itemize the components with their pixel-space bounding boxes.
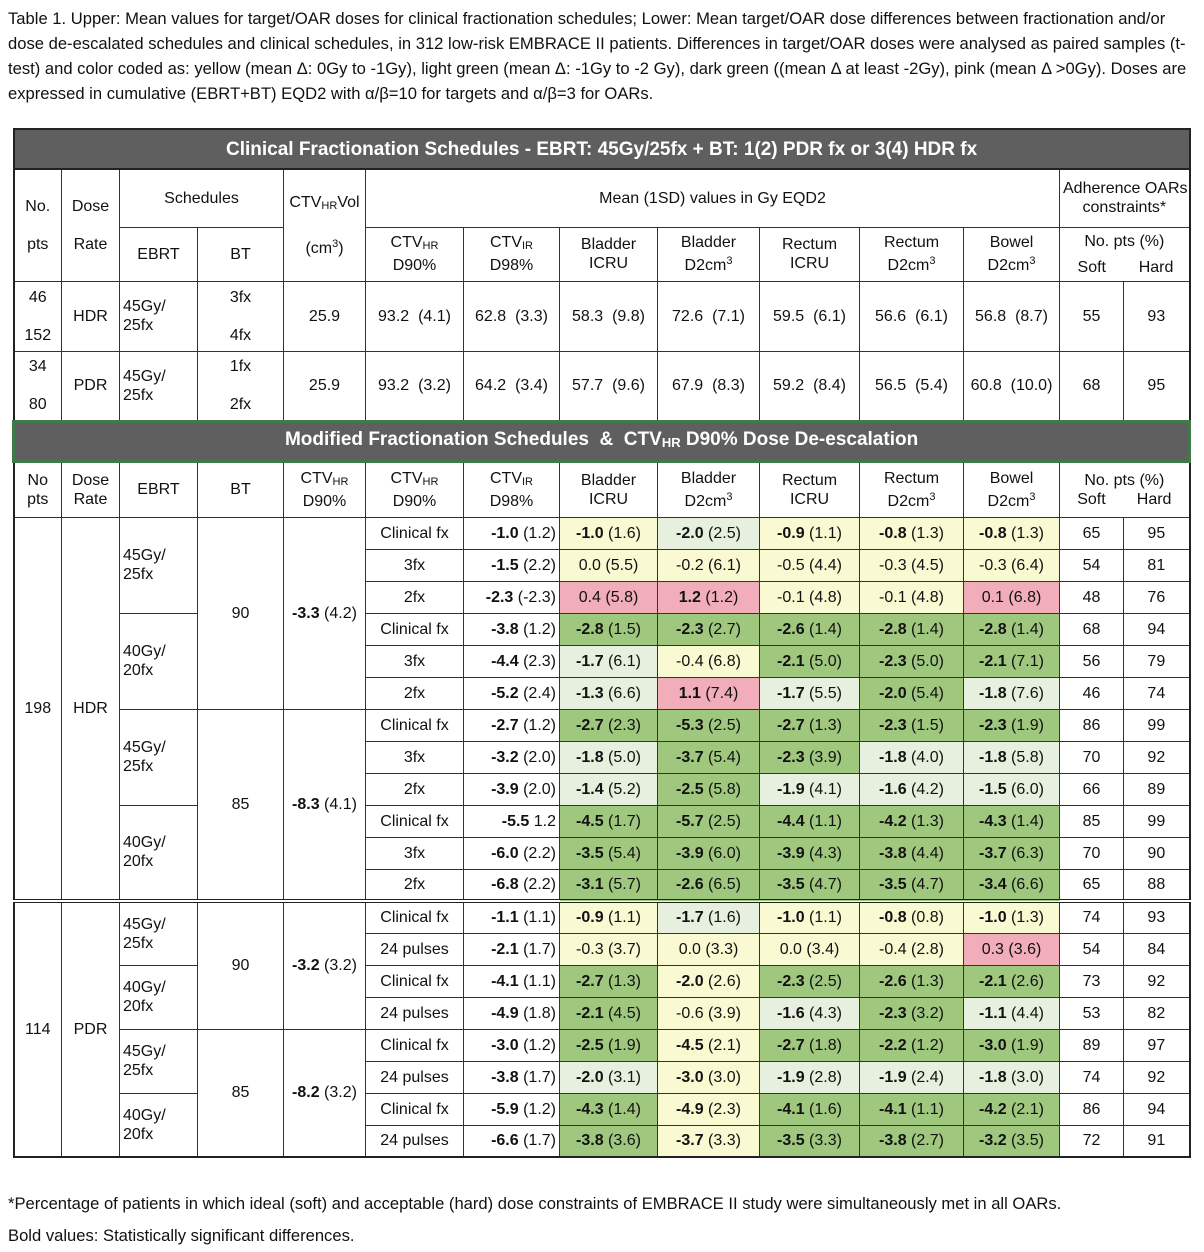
- delta-oar-cell: -1.6 (4.3): [760, 997, 860, 1029]
- col-header-metric-4: Rectum ICRU: [760, 227, 860, 281]
- delta-ctvir-cell: -6.0 (2.2): [464, 837, 560, 869]
- soft-cell: 89: [1060, 1029, 1124, 1061]
- delta-oar-cell: -3.1 (5.7): [560, 869, 658, 901]
- pts-cell: 46 152: [14, 281, 62, 351]
- col-header-metric-5: Rectum $D2cm^3$: [860, 227, 964, 281]
- mean-value-cell: 60.8 (10.0): [964, 351, 1060, 421]
- col-header-nopts: No. pts (%): [1060, 227, 1190, 255]
- delta-oar-cell: 0.1 (6.8): [964, 581, 1060, 613]
- delta-oar-cell: -0.4 (6.8): [658, 645, 760, 677]
- hard-cell: 82: [1124, 997, 1190, 1029]
- ebrt-cell: 45Gy/ 25fx: [120, 1029, 198, 1093]
- col-header-delta-d90: CTVHR D90%: [366, 461, 464, 517]
- delta-oar-cell: -1.6 (4.2): [860, 773, 964, 805]
- delta-oar-cell: -0.4 (2.8): [860, 933, 964, 965]
- delta-oar-cell: -3.5 (3.3): [760, 1125, 860, 1157]
- delta-oar-cell: -5.3 (2.5): [658, 709, 760, 741]
- delta-oar-cell: -2.7 (2.3): [560, 709, 658, 741]
- soft-cell: 86: [1060, 709, 1124, 741]
- delta-oar-cell: -1.3 (6.6): [560, 677, 658, 709]
- delta-ctvhr-cell: -8.3 (4.1): [284, 709, 366, 901]
- col-header-delta-metric-5: Bowel $D2cm^3$: [964, 461, 1060, 517]
- delta-ctvir-cell: -6.8 (2.2): [464, 869, 560, 901]
- ebrt-cell: 45Gy/ 25fx: [120, 901, 198, 965]
- footnote-bold: Bold values: Statistically significant differences.: [8, 1226, 355, 1245]
- delta-ctvir-cell: -3.0 (1.2): [464, 1029, 560, 1061]
- hard-cell: 93: [1124, 901, 1190, 933]
- hard-cell: 99: [1124, 709, 1190, 741]
- soft-cell: 65: [1060, 517, 1124, 549]
- delta-oar-cell: -1.0 (1.1): [760, 901, 860, 933]
- pts-cell: 114: [14, 901, 62, 1157]
- delta-oar-cell: -2.3 (1.9): [964, 709, 1060, 741]
- bt-cell: 24 pulses: [366, 997, 464, 1029]
- hard-cell: 81: [1124, 549, 1190, 581]
- delta-oar-cell: -2.3 (3.2): [860, 997, 964, 1029]
- col-header-no-pts-2: No pts: [14, 461, 62, 517]
- delta-oar-cell: -2.8 (1.4): [860, 613, 964, 645]
- delta-oar-cell: -4.1 (1.6): [760, 1093, 860, 1125]
- col-header-mean-values: Mean (1SD) values in Gy EQD2: [366, 169, 1060, 227]
- soft-cell: 54: [1060, 549, 1124, 581]
- soft-cell: 56: [1060, 645, 1124, 677]
- bt-cell: Clinical fx: [366, 1029, 464, 1061]
- delta-oar-cell: 0.4 (5.8): [560, 581, 658, 613]
- section-title-clinical: Clinical Fractionation Schedules - EBRT: 45Gy/25fx + BT: 1(2) PDR fx or 3(4) HDR fx: [14, 129, 1190, 169]
- delta-oar-cell: -2.0 (2.6): [658, 965, 760, 997]
- soft-cell: 48: [1060, 581, 1124, 613]
- delta-row: [14, 613, 1190, 645]
- delta-oar-cell: -2.1 (5.0): [760, 645, 860, 677]
- col-header-hard: Hard: [1124, 255, 1190, 281]
- results-table: [12, 128, 1191, 1158]
- delta-oar-cell: -1.7 (6.1): [560, 645, 658, 677]
- hard-cell: 92: [1124, 965, 1190, 997]
- delta-oar-cell: -2.7 (1.8): [760, 1029, 860, 1061]
- mean-value-cell: 93.2 (3.2): [366, 351, 464, 421]
- delta-oar-cell: -0.6 (3.9): [658, 997, 760, 1029]
- delta-oar-cell: -3.5 (4.7): [760, 869, 860, 901]
- delta-oar-cell: -1.0 (1.3): [964, 901, 1060, 933]
- delta-oar-cell: 1.1 (7.4): [658, 677, 760, 709]
- delta-oar-cell: -3.7 (6.3): [964, 837, 1060, 869]
- delta-oar-cell: 0.3 (3.6): [964, 933, 1060, 965]
- ebrt-cell: 45Gy/ 25fx: [120, 709, 198, 805]
- ebrt-cell: 40Gy/ 20fx: [120, 805, 198, 901]
- hard-cell: 89: [1124, 773, 1190, 805]
- col-header-ctv-vol: CTVHRVol $(cm^3)$: [284, 169, 366, 281]
- soft-cell: 68: [1060, 351, 1124, 421]
- bt-cell: 3fx 4fx: [198, 281, 284, 351]
- bt-cell: 24 pulses: [366, 1061, 464, 1093]
- delta-ctvir-cell: -5.9 (1.2): [464, 1093, 560, 1125]
- delta-oar-cell: -4.3 (1.4): [560, 1093, 658, 1125]
- bt-cell: 2fx: [366, 773, 464, 805]
- mean-value-cell: 59.5 (6.1): [760, 281, 860, 351]
- mean-value-cell: 56.5 (5.4): [860, 351, 964, 421]
- col-header-bt: BT: [198, 227, 284, 281]
- delta-row: [14, 901, 1190, 933]
- delta-ctvir-cell: -1.0 (1.2): [464, 517, 560, 549]
- table-caption: Table 1. Upper: Mean values for target/OAR doses for clinical fractionation schedules; Lower: Mean target/OAR dose differences between fractionation and/or dose de-escalated schedules and clinical schedules, in 312 low-risk EMBRACE II patients. Differences in target/OAR doses were analysed as paired samples (t-test) and color coded as: yellow (mean Δ: 0Gy to -1Gy), light green (mean Δ: -1Gy to -2 Gy), dark green ((mean Δ at least -2Gy), pink (mean Δ >0Gy). Doses are expressed in cumulative (EBRT+BT) EQD2 with α/β=10 for targets and α/β=3 for OARs.: [8, 9, 1187, 103]
- hard-cell: 92: [1124, 1061, 1190, 1093]
- delta-oar-cell: -2.8 (1.4): [964, 613, 1060, 645]
- soft-cell: 72: [1060, 1125, 1124, 1157]
- header-row-2: [14, 227, 1190, 255]
- delta-oar-cell: -0.1 (4.8): [760, 581, 860, 613]
- delta-oar-cell: -1.0 (1.6): [560, 517, 658, 549]
- mean-value-cell: 67.9 (8.3): [658, 351, 760, 421]
- delta-oar-cell: -0.8 (0.8): [860, 901, 964, 933]
- delta-oar-cell: -2.7 (1.3): [760, 709, 860, 741]
- delta-oar-cell: -3.2 (3.5): [964, 1125, 1060, 1157]
- mean-value-cell: 59.2 (8.4): [760, 351, 860, 421]
- delta-ctvir-cell: -2.3 (-2.3): [464, 581, 560, 613]
- delta-row: [14, 517, 1190, 549]
- delta-oar-cell: -3.8 (3.6): [560, 1125, 658, 1157]
- hard-cell: 94: [1124, 1093, 1190, 1125]
- col-header-delta-metric-2: Bladder $D2cm^3$: [658, 461, 760, 517]
- soft-cell: 70: [1060, 837, 1124, 869]
- bt-cell: 2fx: [366, 581, 464, 613]
- delta-oar-cell: 0.0 (3.4): [760, 933, 860, 965]
- ctv-vol-cell: 25.9: [284, 351, 366, 421]
- soft-cell: 66: [1060, 773, 1124, 805]
- table-footnotes: [8, 1188, 1196, 1252]
- mean-value-cell: 72.6 (7.1): [658, 281, 760, 351]
- bt-cell: Clinical fx: [366, 1093, 464, 1125]
- col-header-dose-rate: Dose Rate: [62, 169, 120, 281]
- col-header-metric-3: Bladder $D2cm^3$: [658, 227, 760, 281]
- delta-oar-cell: -2.2 (1.2): [860, 1029, 964, 1061]
- soft-cell: 68: [1060, 613, 1124, 645]
- delta-ctvir-cell: -1.1 (1.1): [464, 901, 560, 933]
- hard-cell: 74: [1124, 677, 1190, 709]
- ctv-vol-cell: 25.9: [284, 281, 366, 351]
- delta-oar-cell: -2.0 (5.4): [860, 677, 964, 709]
- bt-cell: Clinical fx: [366, 517, 464, 549]
- ebrt-cell: 40Gy/ 20fx: [120, 1093, 198, 1157]
- hard-cell: 79: [1124, 645, 1190, 677]
- soft-cell: 86: [1060, 1093, 1124, 1125]
- bt-cell: Clinical fx: [366, 805, 464, 837]
- delta-row: [14, 965, 1190, 997]
- delta-oar-cell: -0.8 (1.3): [860, 517, 964, 549]
- col-header-delta-metric-1: Bladder ICRU: [560, 461, 658, 517]
- hard-cell: 92: [1124, 741, 1190, 773]
- soft-cell: 73: [1060, 965, 1124, 997]
- delta-oar-cell: -2.3 (2.5): [760, 965, 860, 997]
- results-table-wrapper: [12, 128, 1188, 1182]
- delta-oar-cell: -4.9 (2.3): [658, 1093, 760, 1125]
- soft-cell: 70: [1060, 741, 1124, 773]
- hard-cell: 90: [1124, 837, 1190, 869]
- delta-oar-cell: -4.4 (1.1): [760, 805, 860, 837]
- mean-value-cell: 93.2 (4.1): [366, 281, 464, 351]
- bt-cell: Clinical fx: [366, 901, 464, 933]
- col-header-adherence: Adherence OARs constraints*: [1060, 169, 1190, 227]
- delta-oar-cell: -3.0 (3.0): [658, 1061, 760, 1093]
- delta-oar-cell: -0.9 (1.1): [560, 901, 658, 933]
- delta-ctvir-cell: -4.9 (1.8): [464, 997, 560, 1029]
- bt-cell: Clinical fx: [366, 965, 464, 997]
- section-header-modified: [14, 421, 1190, 461]
- delta-oar-cell: -2.6 (1.3): [860, 965, 964, 997]
- bt-cell: 24 pulses: [366, 933, 464, 965]
- dose-rate-cell: PDR: [62, 351, 120, 421]
- delta-oar-cell: -4.5 (2.1): [658, 1029, 760, 1061]
- delta-oar-cell: -1.8 (5.8): [964, 741, 1060, 773]
- delta-oar-cell: -2.6 (6.5): [658, 869, 760, 901]
- ebrt-cell: 40Gy/ 20fx: [120, 965, 198, 1029]
- header-row-1: [14, 169, 1190, 227]
- col-header-delta-metric-3: Rectum ICRU: [760, 461, 860, 517]
- delta-oar-cell: -3.9 (6.0): [658, 837, 760, 869]
- col-header-metric-0: CTVHR D90%: [366, 227, 464, 281]
- delta-ctvir-cell: -2.7 (1.2): [464, 709, 560, 741]
- delta-oar-cell: -4.2 (2.1): [964, 1093, 1060, 1125]
- pts-cell: 198: [14, 517, 62, 901]
- dose-rate-cell: HDR: [62, 281, 120, 351]
- delta-oar-cell: -3.7 (5.4): [658, 741, 760, 773]
- delta-ctvir-cell: -4.1 (1.1): [464, 965, 560, 997]
- target-d90-cell: 90: [198, 517, 284, 709]
- dose-rate-cell: PDR: [62, 901, 120, 1157]
- delta-oar-cell: -0.2 (6.1): [658, 549, 760, 581]
- hard-cell: 95: [1124, 351, 1190, 421]
- bt-cell: 1fx 2fx: [198, 351, 284, 421]
- col-header-nopts-2: No. pts (%) Soft Hard: [1060, 461, 1190, 517]
- delta-oar-cell: -0.1 (4.8): [860, 581, 964, 613]
- delta-ctvir-cell: -3.8 (1.2): [464, 613, 560, 645]
- section-title-modified: Modified Fractionation Schedules & CTVHR D90% Dose De-escalation: [14, 421, 1190, 461]
- delta-row: [14, 709, 1190, 741]
- delta-ctvir-cell: -4.4 (2.3): [464, 645, 560, 677]
- delta-oar-cell: -2.3 (3.9): [760, 741, 860, 773]
- delta-oar-cell: -3.8 (4.4): [860, 837, 964, 869]
- section-header-clinical: [14, 129, 1190, 169]
- clinical-row: [14, 281, 1190, 351]
- hard-cell: 88: [1124, 869, 1190, 901]
- delta-oar-cell: -1.5 (6.0): [964, 773, 1060, 805]
- soft-cell: 46: [1060, 677, 1124, 709]
- delta-oar-cell: -1.1 (4.4): [964, 997, 1060, 1029]
- hard-cell: 99: [1124, 805, 1190, 837]
- bt-cell: Clinical fx: [366, 613, 464, 645]
- delta-row: [14, 1093, 1190, 1125]
- hard-cell: 84: [1124, 933, 1190, 965]
- delta-oar-cell: -2.1 (2.6): [964, 965, 1060, 997]
- dose-rate-cell: HDR: [62, 517, 120, 901]
- delta-oar-cell: -0.9 (1.1): [760, 517, 860, 549]
- hard-cell: 91: [1124, 1125, 1190, 1157]
- delta-oar-cell: -4.1 (1.1): [860, 1093, 964, 1125]
- delta-oar-cell: -1.4 (5.2): [560, 773, 658, 805]
- target-d90-cell: 85: [198, 1029, 284, 1157]
- delta-oar-cell: -2.7 (1.3): [560, 965, 658, 997]
- mean-value-cell: 58.3 (9.8): [560, 281, 658, 351]
- delta-oar-cell: -1.7 (5.5): [760, 677, 860, 709]
- delta-oar-cell: -3.7 (3.3): [658, 1125, 760, 1157]
- col-header-ebrt: EBRT: [120, 227, 198, 281]
- delta-oar-cell: 0.0 (5.5): [560, 549, 658, 581]
- footnote-adherence: *Percentage of patients in which ideal (soft) and acceptable (hard) dose constraints of EMBRACE II study were simultaneously met in all OARs.: [8, 1194, 1062, 1213]
- mean-value-cell: 56.8 (8.7): [964, 281, 1060, 351]
- delta-oar-cell: -2.8 (1.5): [560, 613, 658, 645]
- delta-row: [14, 805, 1190, 837]
- ebrt-cell: 45Gy/ 25fx: [120, 517, 198, 613]
- target-d90-cell: 90: [198, 901, 284, 1029]
- delta-oar-cell: -0.3 (4.5): [860, 549, 964, 581]
- delta-oar-cell: -2.3 (5.0): [860, 645, 964, 677]
- target-d90-cell: 85: [198, 709, 284, 901]
- delta-oar-cell: -1.9 (4.1): [760, 773, 860, 805]
- col-header-dose-rate-2: Dose Rate: [62, 461, 120, 517]
- delta-ctvir-cell: -5.5 1.2: [464, 805, 560, 837]
- delta-ctvir-cell: -1.5 (2.2): [464, 549, 560, 581]
- delta-ctvhr-cell: -3.2 (3.2): [284, 901, 366, 1029]
- delta-oar-cell: -0.5 (4.4): [760, 549, 860, 581]
- hard-cell: 93: [1124, 281, 1190, 351]
- bt-cell: 2fx: [366, 677, 464, 709]
- delta-oar-cell: -4.3 (1.4): [964, 805, 1060, 837]
- ebrt-cell: 40Gy/ 20fx: [120, 613, 198, 709]
- bt-cell: 3fx: [366, 645, 464, 677]
- hard-cell: 95: [1124, 517, 1190, 549]
- ebrt-cell: 45Gy/ 25fx: [120, 351, 198, 421]
- delta-oar-cell: -3.9 (4.3): [760, 837, 860, 869]
- soft-cell: 53: [1060, 997, 1124, 1029]
- bt-cell: 24 pulses: [366, 1125, 464, 1157]
- delta-oar-cell: 1.2 (1.2): [658, 581, 760, 613]
- hard-cell: 76: [1124, 581, 1190, 613]
- delta-oar-cell: -1.7 (1.6): [658, 901, 760, 933]
- delta-ctvir-cell: -3.9 (2.0): [464, 773, 560, 805]
- delta-row: [14, 1029, 1190, 1061]
- soft-cell: 55: [1060, 281, 1124, 351]
- soft-cell: 65: [1060, 869, 1124, 901]
- col-header-schedules: Schedules: [120, 169, 284, 227]
- delta-ctvhr-cell: -3.3 (4.2): [284, 517, 366, 709]
- delta-ctvir-cell: -3.8 (1.7): [464, 1061, 560, 1093]
- delta-oar-cell: -3.0 (1.9): [964, 1029, 1060, 1061]
- delta-oar-cell: -3.4 (6.6): [964, 869, 1060, 901]
- mean-value-cell: 56.6 (6.1): [860, 281, 964, 351]
- col-header-no-pts: No. pts: [14, 169, 62, 281]
- delta-oar-cell: -0.3 (6.4): [964, 549, 1060, 581]
- bt-cell: Clinical fx: [366, 709, 464, 741]
- col-header-ebrt-2: EBRT: [120, 461, 198, 517]
- delta-oar-cell: -1.9 (2.4): [860, 1061, 964, 1093]
- delta-oar-cell: -2.3 (1.5): [860, 709, 964, 741]
- clinical-row: [14, 351, 1190, 421]
- delta-oar-cell: -0.3 (3.7): [560, 933, 658, 965]
- delta-oar-cell: -5.7 (2.5): [658, 805, 760, 837]
- delta-oar-cell: -3.5 (5.4): [560, 837, 658, 869]
- delta-ctvhr-cell: -8.2 (3.2): [284, 1029, 366, 1157]
- soft-cell: 74: [1060, 1061, 1124, 1093]
- delta-oar-cell: -4.2 (1.3): [860, 805, 964, 837]
- ebrt-cell: 45Gy/ 25fx: [120, 281, 198, 351]
- delta-oar-cell: -2.6 (1.4): [760, 613, 860, 645]
- delta-ctvir-cell: -6.6 (1.7): [464, 1125, 560, 1157]
- delta-oar-cell: -2.1 (7.1): [964, 645, 1060, 677]
- delta-oar-cell: -3.8 (2.7): [860, 1125, 964, 1157]
- delta-ctvir-cell: -3.2 (2.0): [464, 741, 560, 773]
- delta-ctvir-cell: -2.1 (1.7): [464, 933, 560, 965]
- bt-cell: 3fx: [366, 549, 464, 581]
- delta-oar-cell: -3.5 (4.7): [860, 869, 964, 901]
- bt-cell: 3fx: [366, 741, 464, 773]
- mean-value-cell: 64.2 (3.4): [464, 351, 560, 421]
- bt-cell: 2fx: [366, 869, 464, 901]
- header2-row: [14, 461, 1190, 517]
- col-header-target-d90: CTVHR D90%: [284, 461, 366, 517]
- delta-ctvir-cell: -5.2 (2.4): [464, 677, 560, 709]
- col-header-metric-1: CTVIR D98%: [464, 227, 560, 281]
- bt-cell: 3fx: [366, 837, 464, 869]
- delta-oar-cell: 0.0 (3.3): [658, 933, 760, 965]
- pts-cell: 34 80: [14, 351, 62, 421]
- hard-cell: 97: [1124, 1029, 1190, 1061]
- soft-cell: 85: [1060, 805, 1124, 837]
- col-header-delta-metric-4: Rectum $D2cm^3$: [860, 461, 964, 517]
- col-header-metric-2: Bladder ICRU: [560, 227, 658, 281]
- mean-value-cell: 57.7 (9.6): [560, 351, 658, 421]
- col-header-soft: Soft: [1060, 255, 1124, 281]
- delta-oar-cell: -1.9 (2.8): [760, 1061, 860, 1093]
- delta-oar-cell: -4.5 (1.7): [560, 805, 658, 837]
- delta-oar-cell: -2.0 (3.1): [560, 1061, 658, 1093]
- delta-oar-cell: -1.8 (4.0): [860, 741, 964, 773]
- delta-oar-cell: -0.8 (1.3): [964, 517, 1060, 549]
- delta-oar-cell: -2.3 (2.7): [658, 613, 760, 645]
- soft-cell: 74: [1060, 901, 1124, 933]
- delta-oar-cell: -2.5 (5.8): [658, 773, 760, 805]
- col-header-delta-metric-0: CTVIR D98%: [464, 461, 560, 517]
- delta-oar-cell: -2.5 (1.9): [560, 1029, 658, 1061]
- col-header-metric-6: Bowel $D2cm^3$: [964, 227, 1060, 281]
- delta-oar-cell: -2.1 (4.5): [560, 997, 658, 1029]
- soft-cell: 54: [1060, 933, 1124, 965]
- col-header-bt-2: BT: [198, 461, 284, 517]
- delta-oar-cell: -1.8 (7.6): [964, 677, 1060, 709]
- mean-value-cell: 62.8 (3.3): [464, 281, 560, 351]
- hard-cell: 94: [1124, 613, 1190, 645]
- delta-oar-cell: -1.8 (3.0): [964, 1061, 1060, 1093]
- delta-oar-cell: -2.0 (2.5): [658, 517, 760, 549]
- delta-oar-cell: -1.8 (5.0): [560, 741, 658, 773]
